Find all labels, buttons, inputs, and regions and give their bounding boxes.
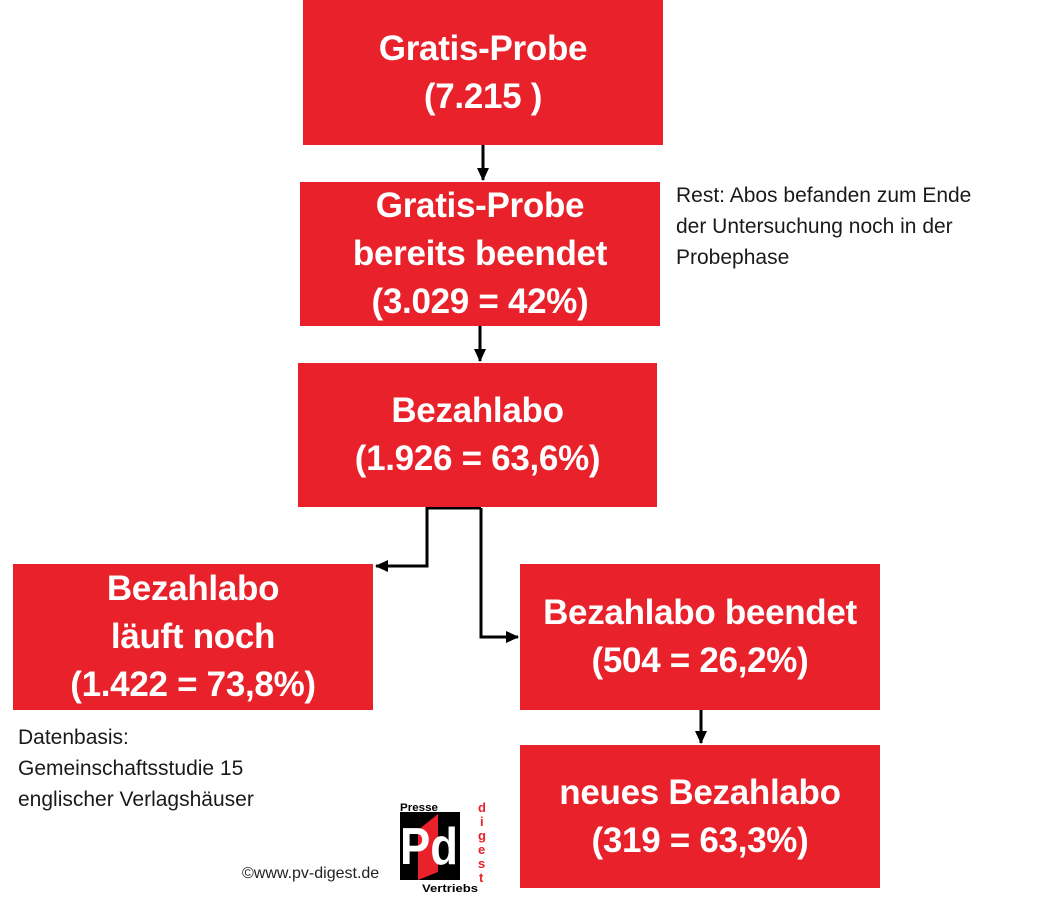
- copyright-text: ©www.pv-digest.de: [242, 865, 380, 882]
- node-value: (1.422 = 73,8%): [70, 665, 316, 704]
- node-label: Gratis-Probe: [378, 28, 588, 68]
- svg-text:Presse: Presse: [400, 802, 438, 814]
- node-value: (504 = 26,2%): [591, 641, 809, 680]
- note-line: Probephase: [676, 246, 790, 269]
- pv-digest-logo-icon: [398, 800, 490, 893]
- rest-note: [676, 180, 971, 273]
- node-gratis-probe: [303, 0, 663, 145]
- svg-text:d: d: [478, 800, 486, 815]
- note-line: Gemeinschaftsstudie 15: [18, 757, 244, 780]
- node-value: (1.926 = 63,6%): [354, 439, 601, 478]
- note-line: Rest: Abos befanden zum Ende: [676, 184, 972, 207]
- node-bezahlabo: [298, 363, 657, 507]
- node-bezahlabo-laeuft-noch: [13, 564, 373, 710]
- svg-text:g: g: [478, 828, 486, 843]
- note-line: der Untersuchung noch in der: [676, 215, 953, 238]
- node-bezahlabo-beendet: [520, 564, 880, 710]
- svg-text:s: s: [478, 856, 486, 871]
- note-line: Datenbasis:: [18, 726, 129, 749]
- arrow-bezahlabo-to-laeuft: [376, 508, 481, 566]
- node-neues-bezahlabo: [520, 745, 880, 888]
- node-value: (7.215 ): [423, 76, 543, 116]
- node-label: bereits beendet: [352, 234, 608, 273]
- node-value: (3.029 = 42%): [371, 282, 589, 321]
- svg-text:e: e: [478, 842, 486, 857]
- node-label: Gratis-Probe: [375, 186, 585, 225]
- node-label: Bezahlabo beendet: [543, 593, 857, 632]
- node-gratis-probe-beendet: [300, 182, 660, 326]
- svg-text:i: i: [480, 814, 484, 829]
- node-value: (319 = 63,3%): [591, 820, 809, 860]
- node-label: neues Bezahlabo: [559, 772, 841, 812]
- note-line: englischer Verlagshäuser: [18, 788, 254, 811]
- svg-text:t: t: [479, 870, 484, 885]
- node-label: Bezahlabo: [391, 391, 564, 430]
- datenbasis-note: [18, 722, 254, 815]
- node-label: Bezahlabo: [106, 569, 280, 608]
- arrow-bezahlabo-to-beendet: [481, 508, 518, 637]
- node-label: läuft noch: [110, 617, 276, 656]
- svg-text:Pd: Pd: [400, 818, 458, 876]
- svg-text:Vertriebs: Vertriebs: [422, 883, 478, 893]
